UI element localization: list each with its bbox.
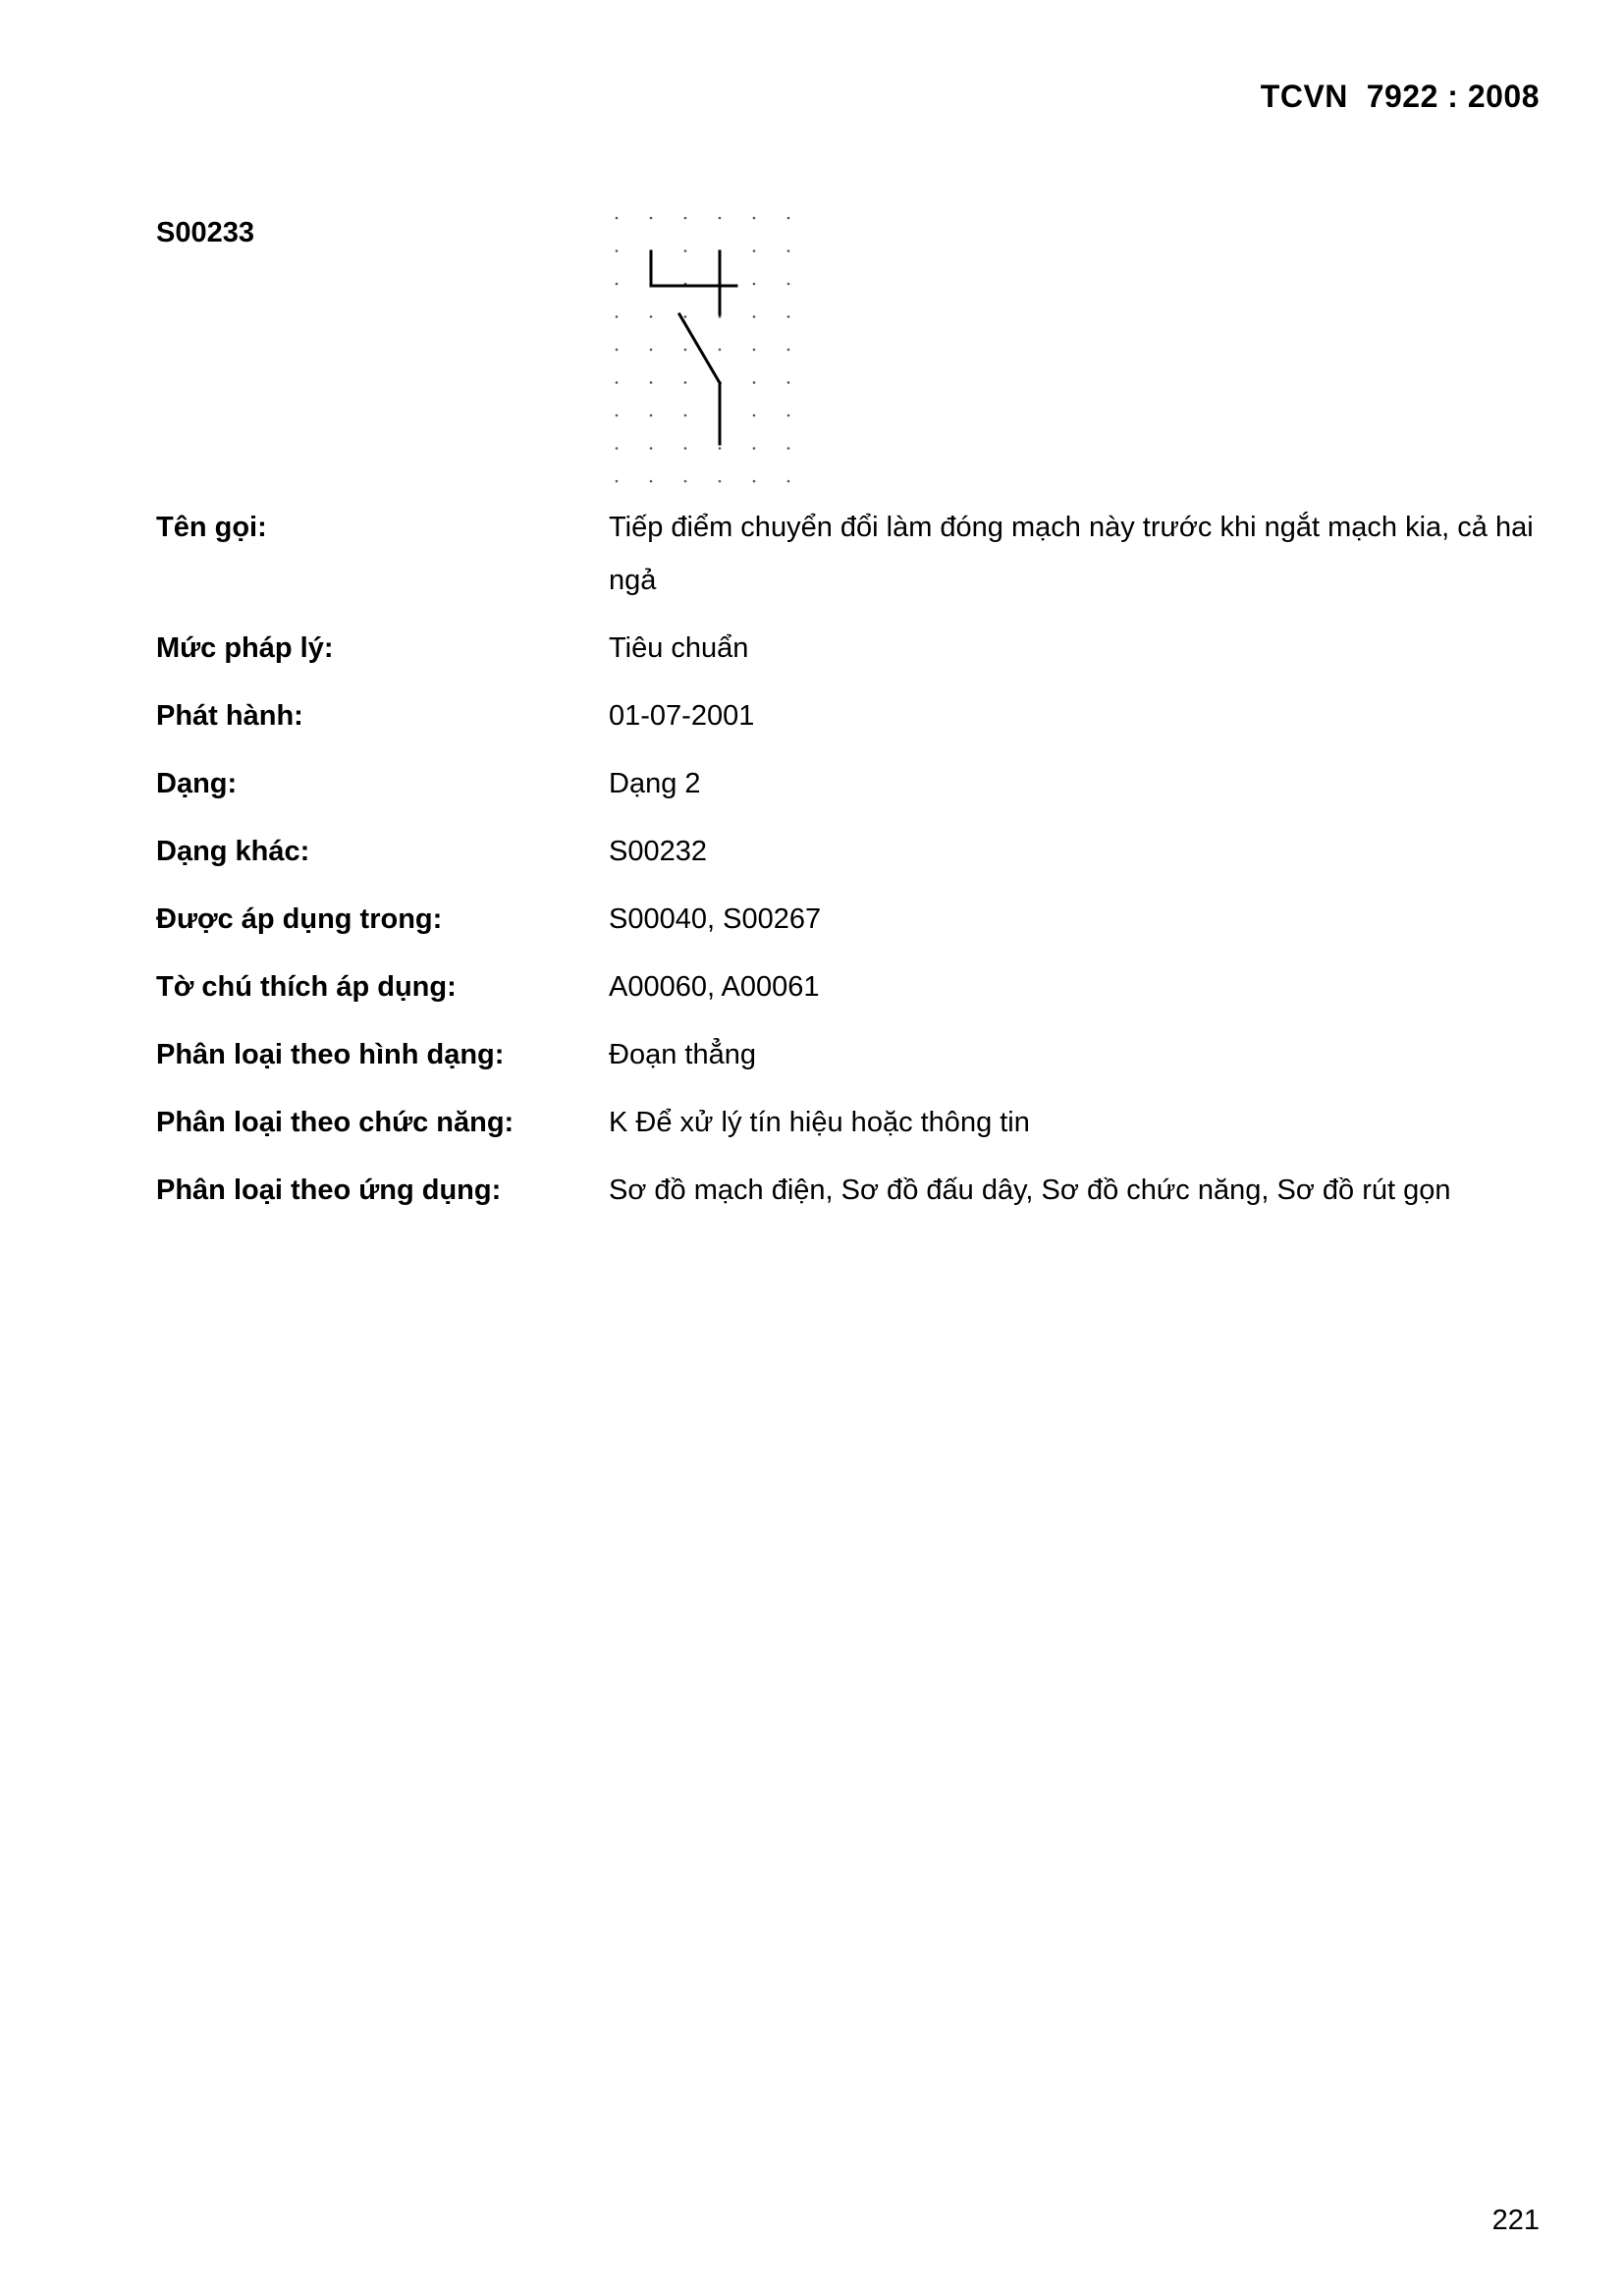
field-row-shape-class xyxy=(156,1033,1550,1081)
field-row-other-form xyxy=(156,830,1550,878)
grid-dot xyxy=(650,381,653,384)
page-number: 221 xyxy=(1491,2205,1540,2236)
grid-dot xyxy=(753,480,756,483)
field-label: Tên gọi: xyxy=(156,512,267,543)
grid-dot xyxy=(719,480,722,483)
field-row-application-class xyxy=(156,1169,1550,1217)
symbol-properties xyxy=(156,506,1550,1236)
field-row-applied-in xyxy=(156,898,1550,946)
field-value: S00232 xyxy=(609,836,707,867)
grid-dot xyxy=(684,447,687,450)
grid-dot xyxy=(719,315,722,318)
grid-dot xyxy=(787,480,790,483)
grid-dot xyxy=(684,414,687,417)
grid-dot xyxy=(787,249,790,252)
field-label: Mức pháp lý: xyxy=(156,632,334,664)
field-value: Tiêu chuẩn xyxy=(609,632,749,664)
grid-dot xyxy=(684,480,687,483)
grid-dot xyxy=(650,315,653,318)
grid-dot xyxy=(616,480,619,483)
field-row-name xyxy=(156,506,1550,607)
field-label: Phát hành: xyxy=(156,700,303,732)
field-row-release xyxy=(156,694,1550,742)
grid-dot xyxy=(719,349,722,352)
grid-dot xyxy=(787,414,790,417)
field-value: S00040, S00267 xyxy=(609,903,822,935)
make-before-break-contact-icon xyxy=(601,206,797,491)
grid-dot xyxy=(684,381,687,384)
grid-dot xyxy=(616,381,619,384)
grid-dot xyxy=(616,283,619,286)
field-row-annotation-sheet xyxy=(156,965,1550,1013)
grid-dot xyxy=(787,381,790,384)
symbol-code: S00233 xyxy=(156,217,254,248)
grid-dot xyxy=(787,315,790,318)
field-value: Tiếp điểm chuyển đổi làm đóng mạch này trước khi ngắt mạch kia, cả hai ngả xyxy=(609,512,1534,596)
field-value: K Để xử lý tín hiệu hoặc thông tin xyxy=(609,1107,1030,1138)
grid-dots xyxy=(616,217,790,483)
grid-dot xyxy=(787,217,790,220)
grid-dot xyxy=(684,217,687,220)
contact-lines xyxy=(651,251,736,444)
grid-dot xyxy=(753,249,756,252)
grid-dot xyxy=(753,315,756,318)
grid-dot xyxy=(650,414,653,417)
grid-dot xyxy=(616,414,619,417)
grid-dot xyxy=(616,447,619,450)
grid-dot xyxy=(684,315,687,318)
field-value: Dạng 2 xyxy=(609,768,701,799)
grid-dot xyxy=(787,283,790,286)
field-label: Dạng khác: xyxy=(156,836,310,867)
grid-dot xyxy=(753,447,756,450)
grid-dot xyxy=(753,283,756,286)
grid-dot xyxy=(616,349,619,352)
grid-dot xyxy=(684,349,687,352)
field-label: Tờ chú thích áp dụng: xyxy=(156,971,457,1003)
field-value: Đoạn thẳng xyxy=(609,1039,756,1070)
field-label: Phân loại theo ứng dụng: xyxy=(156,1175,502,1206)
field-value: 01-07-2001 xyxy=(609,700,755,732)
field-row-legal-level xyxy=(156,627,1550,675)
standard-header: TCVN 7922 : 2008 xyxy=(1260,79,1540,114)
field-row-form xyxy=(156,762,1550,810)
grid-dot xyxy=(616,315,619,318)
grid-dot xyxy=(753,381,756,384)
field-row-function-class xyxy=(156,1101,1550,1149)
grid-dot xyxy=(650,349,653,352)
grid-dot xyxy=(616,217,619,220)
grid-dot xyxy=(787,349,790,352)
field-label: Phân loại theo hình dạng: xyxy=(156,1039,505,1070)
grid-dot xyxy=(753,414,756,417)
grid-dot xyxy=(719,217,722,220)
field-value: A00060, A00061 xyxy=(609,971,820,1003)
grid-dot xyxy=(650,447,653,450)
field-label: Được áp dụng trong: xyxy=(156,903,443,935)
grid-dot xyxy=(650,480,653,483)
grid-dot xyxy=(719,447,722,450)
grid-dot xyxy=(616,249,619,252)
grid-dot xyxy=(650,217,653,220)
grid-dot xyxy=(787,447,790,450)
field-label: Dạng: xyxy=(156,768,238,799)
grid-dot xyxy=(753,349,756,352)
grid-dot xyxy=(684,249,687,252)
grid-dot xyxy=(753,217,756,220)
field-value: Sơ đồ mạch điện, Sơ đồ đấu dây, Sơ đồ chức năng, Sơ đồ rút gọn xyxy=(609,1175,1451,1206)
field-label: Phân loại theo chức năng: xyxy=(156,1107,514,1138)
